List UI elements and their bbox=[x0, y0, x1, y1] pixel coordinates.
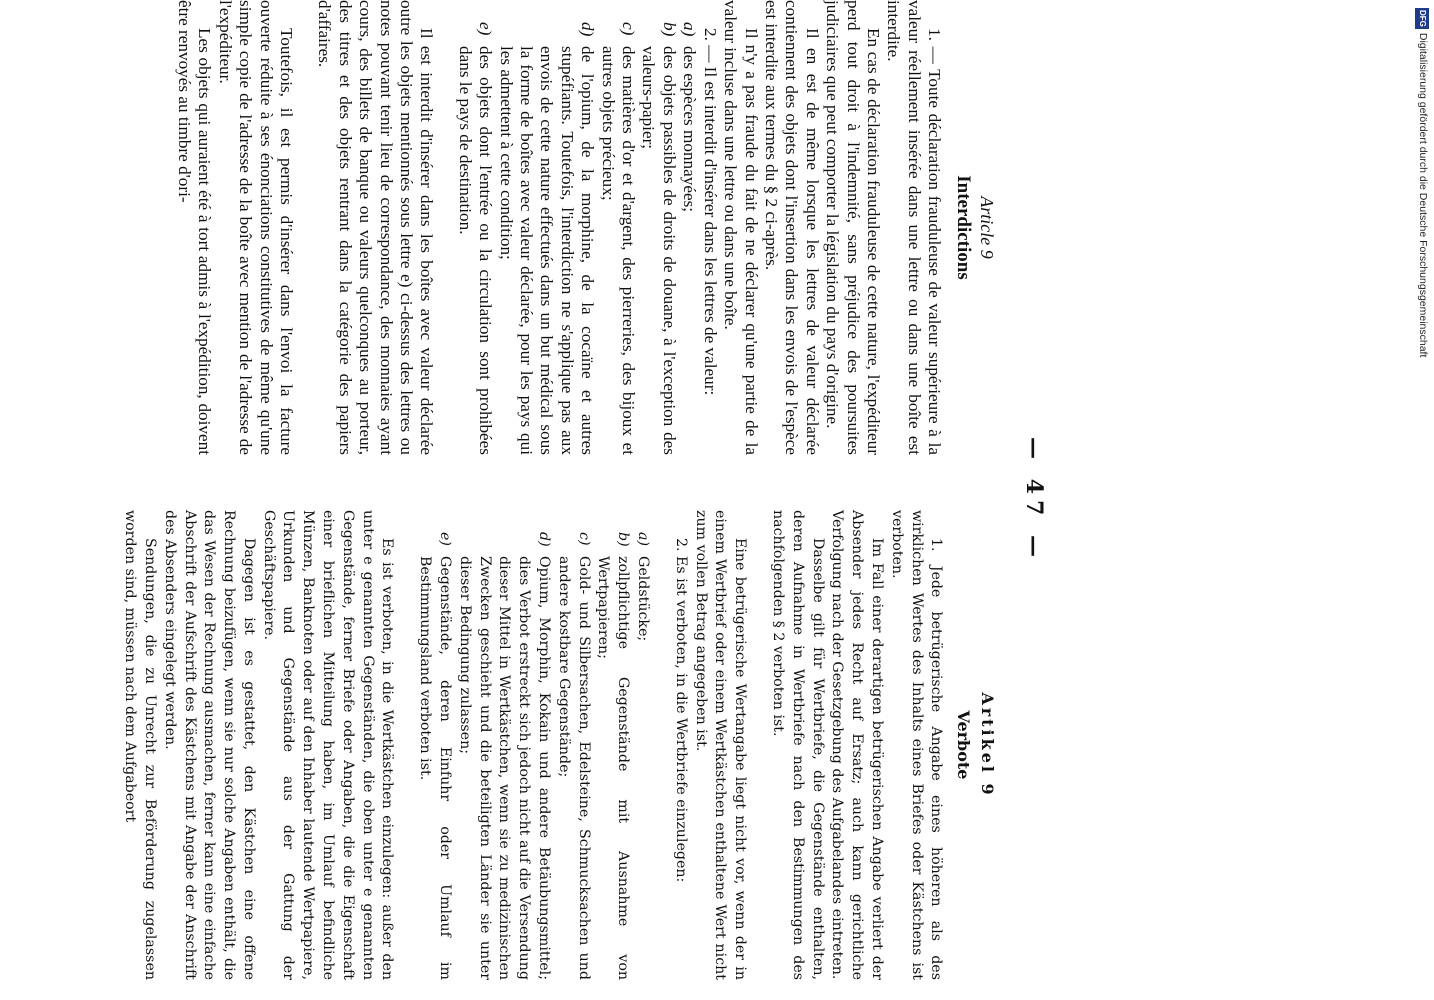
french-paragraph-1: 1. — Toute déclaration frauduleuse de valeur supérieure à la valeur réellement insérée dans une lettre ou dans une boîte est interdite. bbox=[884, 0, 945, 455]
french-paragraph-2: En cas de déclaration frauduleuse de cette nature, l'expéditeur perd tout droit à l'indemnité, sans préjudice des poursuites judiciaires que peut comporter la législation du pays d'origine. bbox=[823, 0, 883, 455]
rotated-page bbox=[122, 0, 1167, 1000]
german-paragraph-8: Sendungen, die zu Unrecht zur Beförderung zugelassen worden sind, müssen nach dem Aufgabeort bbox=[122, 510, 158, 980]
french-paragraph-7: Toutefois, il est permis d'insérer dans l'envoi la facture ouverte réduite à ses énonciations constitutives de même qu'une simple copie de l'adresse de la boîte avec mention de l'adresse de l'expéditeur. bbox=[215, 0, 296, 455]
spacer bbox=[436, 0, 454, 455]
german-item-text: Gegenstände, deren Einfuhr oder Umlauf im Bestimmungsland verboten ist. bbox=[417, 556, 454, 980]
german-item bbox=[454, 532, 553, 980]
french-item-text: des matières d'or et d'argent, des pierreries, des bijoux et autres objets précieux; bbox=[598, 46, 639, 455]
german-article-title: Artikel 9 bbox=[978, 692, 997, 798]
french-item bbox=[495, 22, 597, 455]
french-item-text: des espèces monnayées; bbox=[680, 46, 700, 213]
german-item-label: a) bbox=[635, 532, 652, 546]
french-item-label: a) bbox=[680, 22, 700, 37]
french-item-text: de l'opium, de la morphine, de la cocaïne et autres stupéfiants. Toutefois, l'interdiction ne s'applique pas aux envois de cette nature effectués dans un but médical sous la forme de boîtes avec valeur déclarée, pour les pays qui les admettent à cette condition; bbox=[496, 46, 598, 455]
french-item bbox=[638, 22, 679, 455]
digitization-credit bbox=[1416, 8, 1430, 388]
spacer bbox=[296, 0, 314, 455]
spacer bbox=[396, 510, 414, 980]
german-item-label: c) bbox=[575, 532, 592, 546]
german-item-text: Opium, Morphin, Kokain und andere Betäubungsmittel; dies Verbot erstreckt sich jedoch nicht auf die Versendung dieser Mittel in Wertkästchen, wenn sie zu medizinischen Zwecken geschieht und die beteiligten Länder sie unter dieser Bedingung zulassen; bbox=[456, 556, 553, 980]
french-paragraph-4: Il n'y a pas fraude du fait de ne déclarer qu'une partie de la valeur incluse dans une lettre ou dans une boîte. bbox=[721, 0, 761, 455]
page-number: — 47 — bbox=[1021, 437, 1047, 563]
german-paragraph-6: Es ist verboten, in die Wertkästchen einzulegen: außer den unter e genannten Gegenständen, die oben unter e genannten Gegenstände, ferner Briefe oder Angaben, die die Eigenschaft einer brieflichen Mitteilung haben, im Umlauf befindliche Münzen, Banknoten oder auf den Inhaber lautende Wertpapiere, Urkunden und Gegenstände aus der Gattung der Geschäftspapiere. bbox=[260, 510, 396, 980]
german-column bbox=[119, 510, 997, 980]
french-paragraph-8: Les objets qui auraient été à tort admis à l'expédition, doivent être renvoyés au timbre d'ori- bbox=[174, 0, 215, 455]
spacer bbox=[749, 510, 767, 980]
french-item-label: b) bbox=[659, 22, 679, 37]
german-item bbox=[414, 532, 454, 980]
german-paragraph-4: Eine betrügerische Wertangabe liegt nicht vor, wenn der in einem Wertbrief oder einem Wertkästchen enthaltene Wert nicht zum vollen Betrag angegeben ist. bbox=[692, 510, 749, 980]
german-item bbox=[553, 532, 593, 980]
french-item bbox=[597, 22, 638, 455]
french-heading: Interdictions bbox=[952, 175, 974, 280]
german-paragraph-5: 2. Es ist verboten, in die Wertbriefe einzulegen: bbox=[672, 538, 689, 883]
german-item-list bbox=[414, 510, 652, 980]
german-heading: Verbote bbox=[954, 710, 974, 780]
french-item-text: des objets dont l'entrée ou la circulation sont prohibées dans le pays de destination. bbox=[455, 46, 496, 455]
german-item-text: zollpflichtige Gegenstände mit Ausnahme von Wertpapieren; bbox=[595, 556, 632, 980]
german-item-label: b) bbox=[615, 532, 632, 547]
french-item-label: c) bbox=[619, 22, 639, 36]
german-item-label: d) bbox=[536, 532, 553, 547]
credit-label: Digitalisierung gefördert durch die Deutsche Forschungsgemeinschaft bbox=[1417, 32, 1429, 358]
digitization-credit-text bbox=[1416, 8, 1430, 388]
german-paragraph-1: 1. Jede betrügerische Angabe eines höheren als des wirklichen Wertes des Inhalts eines Briefes oder Kästchens ist verboten. bbox=[888, 510, 945, 980]
german-paragraph-7: Dagegen ist es gestattet, den Kästchen eine offene Rechnung beizufügen, wenn sie nur solche Angaben enthält, die das Wesen der Rechnung ausmachen, ferner kann eine einfache Abschrift der Aufschrift des Kästchens mit Angabe der Anschrift des Absenders eingelegt werden. bbox=[161, 510, 257, 980]
french-paragraph-6: Il est interdit d'insérer dans les boîtes avec valeur déclarée outre les objets mentionnés sous lettre e) ci-dessus des lettres ou notes pouvant tenir lieu de correspondance, des monnaies ayant cours, des billets de banque ou valeurs quelconques au porteur, des titres et des objets rentrant dans la catégorie des papiers d'affaires. bbox=[315, 0, 437, 455]
german-item-text: Gold- und Silbersachen, Edelsteine, Schmucksachen und andere kostbare Gegenstände; bbox=[555, 556, 592, 980]
french-item-label: e) bbox=[476, 22, 496, 36]
french-item bbox=[454, 22, 495, 455]
french-item-label: d) bbox=[578, 22, 598, 37]
french-item bbox=[679, 22, 699, 455]
german-item-label: e) bbox=[437, 532, 454, 546]
german-item bbox=[593, 532, 633, 980]
german-paragraph-3: Dasselbe gilt für Wertbriefe, die Gegenstände enthalten, deren Aufnahme in Wertbriefe nach den Bestimmungen des nachfolgenden § 2 verboten ist. bbox=[770, 510, 826, 980]
dfg-logo: DFG bbox=[1415, 8, 1429, 29]
french-article-title: Article 9 bbox=[977, 196, 997, 259]
french-column bbox=[174, 0, 997, 455]
french-paragraph-5: 2. — Il est interdit d'insérer dans les lettres de valeur: bbox=[700, 28, 720, 396]
german-paragraph-2: Im Fall einer derartigen betrügerischen Angabe verliert der Absender jedes Recht auf Ersatz; auch kann gerichtliche Verfolgung nach der Gesetzgebung des Aufgabelandes eintreten. bbox=[829, 510, 886, 980]
french-paragraph-3: Il en est de même lorsque les lettres de valeur déclarée contiennent des objets dont l'insertion dans les envois de l'espèce est interdite aux termes du § 2 ci-après. bbox=[761, 0, 822, 455]
spacer bbox=[652, 510, 670, 980]
german-item-text: Geldstücke; bbox=[635, 556, 652, 642]
french-item-list bbox=[454, 0, 699, 455]
german-item bbox=[632, 532, 652, 980]
french-item-text: des objets passibles de droits de douane, à l'exception des valeurs-papier; bbox=[639, 46, 679, 455]
